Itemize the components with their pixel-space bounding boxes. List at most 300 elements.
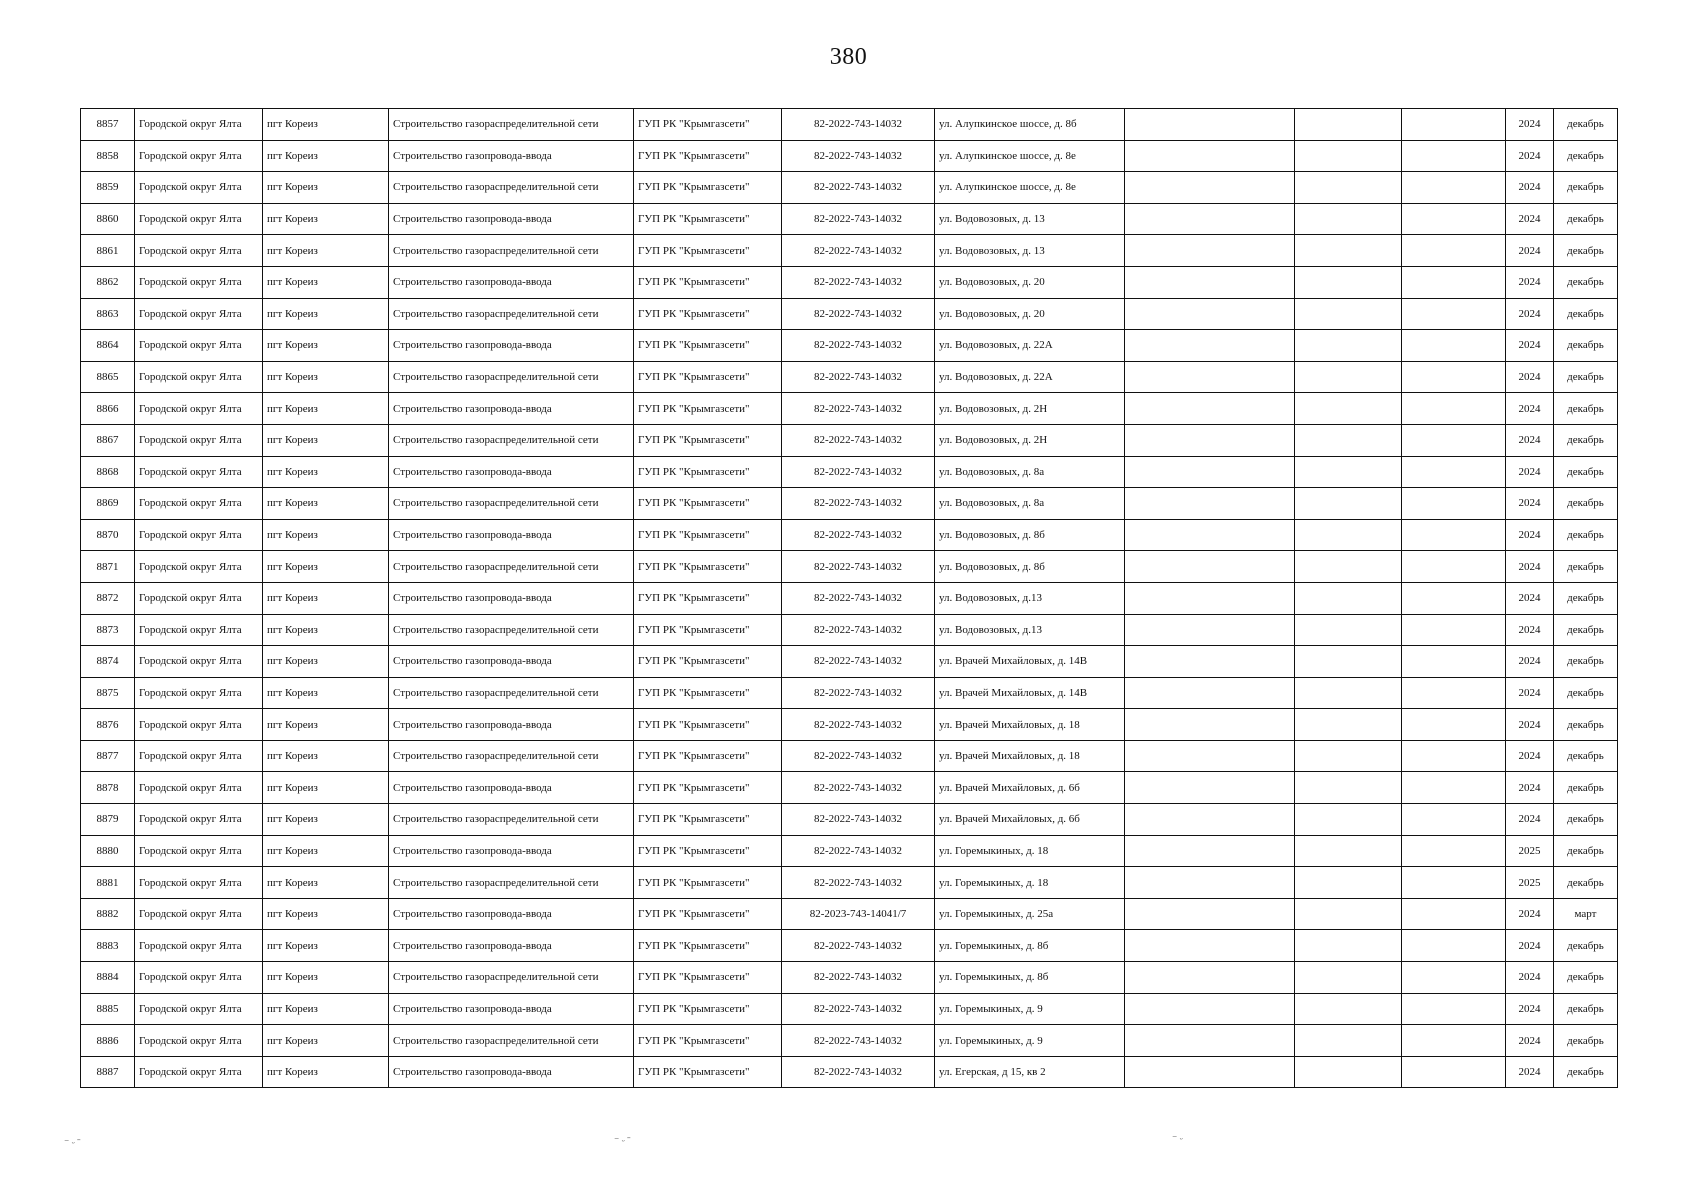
- cell-year: 2024: [1506, 424, 1554, 456]
- cell-settlement: пгт Кореиз: [263, 109, 389, 141]
- cell-registry-number: 82-2022-743-14032: [782, 456, 935, 488]
- cell-address: ул. Врачей Михайловых, д. 14В: [935, 646, 1125, 678]
- cell-municipality: Городской округ Ялта: [135, 235, 263, 267]
- cell-settlement: пгт Кореиз: [263, 1056, 389, 1088]
- cell-year: 2024: [1506, 898, 1554, 930]
- cell-empty: [1402, 677, 1506, 709]
- cell-month: декабрь: [1554, 456, 1618, 488]
- table-row: [81, 614, 1618, 646]
- cell-work-type: Строительство газопровода-ввода: [389, 709, 634, 741]
- table-row: [81, 804, 1618, 836]
- cell-month: декабрь: [1554, 1056, 1618, 1088]
- cell-organization: ГУП РК "Крымгазсети": [634, 109, 782, 141]
- cell-empty: [1295, 203, 1402, 235]
- cell-year: 2025: [1506, 835, 1554, 867]
- table-row: [81, 330, 1618, 362]
- cell-month: декабрь: [1554, 109, 1618, 141]
- cell-registry-number: 82-2022-743-14032: [782, 519, 935, 551]
- cell-empty: [1125, 677, 1295, 709]
- cell-row-number: 8869: [81, 488, 135, 520]
- cell-year: 2024: [1506, 456, 1554, 488]
- cell-empty: [1295, 456, 1402, 488]
- cell-empty: [1125, 172, 1295, 204]
- cell-row-number: 8881: [81, 867, 135, 899]
- cell-registry-number: 82-2022-743-14032: [782, 993, 935, 1025]
- table-row: [81, 646, 1618, 678]
- cell-empty: [1295, 962, 1402, 994]
- cell-empty: [1295, 519, 1402, 551]
- cell-row-number: 8887: [81, 1056, 135, 1088]
- cell-year: 2024: [1506, 298, 1554, 330]
- cell-settlement: пгт Кореиз: [263, 709, 389, 741]
- cell-address: ул. Горемыкиных, д. 9: [935, 1025, 1125, 1057]
- cell-year: 2024: [1506, 582, 1554, 614]
- cell-empty: [1125, 582, 1295, 614]
- cell-year: 2024: [1506, 140, 1554, 172]
- cell-address: ул. Врачей Михайловых, д. 14В: [935, 677, 1125, 709]
- table-row: [81, 235, 1618, 267]
- cell-empty: [1125, 867, 1295, 899]
- cell-year: 2024: [1506, 993, 1554, 1025]
- cell-registry-number: 82-2022-743-14032: [782, 140, 935, 172]
- cell-empty: [1402, 1025, 1506, 1057]
- cell-registry-number: 82-2022-743-14032: [782, 1056, 935, 1088]
- cell-year: 2024: [1506, 677, 1554, 709]
- cell-registry-number: 82-2022-743-14032: [782, 867, 935, 899]
- cell-row-number: 8872: [81, 582, 135, 614]
- cell-address: ул. Алупкинское шоссе, д. 8б: [935, 109, 1125, 141]
- cell-registry-number: 82-2022-743-14032: [782, 298, 935, 330]
- cell-municipality: Городской округ Ялта: [135, 172, 263, 204]
- cell-registry-number: 82-2022-743-14032: [782, 361, 935, 393]
- cell-month: декабрь: [1554, 488, 1618, 520]
- cell-municipality: Городской округ Ялта: [135, 519, 263, 551]
- table-row: [81, 109, 1618, 141]
- cell-empty: [1402, 298, 1506, 330]
- cell-year: 2024: [1506, 203, 1554, 235]
- cell-municipality: Городской округ Ялта: [135, 993, 263, 1025]
- cell-year: 2024: [1506, 172, 1554, 204]
- cell-empty: [1402, 867, 1506, 899]
- cell-address: ул. Горемыкиных, д. 9: [935, 993, 1125, 1025]
- cell-empty: [1402, 993, 1506, 1025]
- cell-empty: [1295, 993, 1402, 1025]
- cell-registry-number: 82-2022-743-14032: [782, 835, 935, 867]
- cell-work-type: Строительство газораспределительной сети: [389, 551, 634, 583]
- cell-address: ул. Егерская, д 15, кв 2: [935, 1056, 1125, 1088]
- cell-municipality: Городской округ Ялта: [135, 614, 263, 646]
- table-row: [81, 930, 1618, 962]
- cell-organization: ГУП РК "Крымгазсети": [634, 172, 782, 204]
- cell-empty: [1402, 361, 1506, 393]
- cell-empty: [1125, 646, 1295, 678]
- cell-empty: [1295, 172, 1402, 204]
- cell-empty: [1125, 962, 1295, 994]
- cell-empty: [1295, 330, 1402, 362]
- cell-work-type: Строительство газораспределительной сети: [389, 488, 634, 520]
- cell-empty: [1295, 235, 1402, 267]
- table-row: [81, 551, 1618, 583]
- cell-empty: [1125, 772, 1295, 804]
- cell-year: 2024: [1506, 1025, 1554, 1057]
- cell-month: декабрь: [1554, 993, 1618, 1025]
- cell-month: декабрь: [1554, 772, 1618, 804]
- cell-registry-number: 82-2022-743-14032: [782, 804, 935, 836]
- cell-empty: [1402, 109, 1506, 141]
- cell-settlement: пгт Кореиз: [263, 424, 389, 456]
- cell-month: декабрь: [1554, 677, 1618, 709]
- cell-year: 2024: [1506, 235, 1554, 267]
- cell-work-type: Строительство газораспределительной сети: [389, 172, 634, 204]
- cell-address: ул. Водовозовых, д. 8б: [935, 551, 1125, 583]
- cell-row-number: 8879: [81, 804, 135, 836]
- cell-organization: ГУП РК "Крымгазсети": [634, 835, 782, 867]
- cell-empty: [1402, 804, 1506, 836]
- cell-organization: ГУП РК "Крымгазсети": [634, 1025, 782, 1057]
- cell-empty: [1295, 361, 1402, 393]
- cell-empty: [1125, 140, 1295, 172]
- cell-work-type: Строительство газораспределительной сети: [389, 614, 634, 646]
- cell-address: ул. Водовозовых, д. 8а: [935, 456, 1125, 488]
- cell-municipality: Городской округ Ялта: [135, 456, 263, 488]
- cell-registry-number: 82-2022-743-14032: [782, 677, 935, 709]
- table-row: [81, 298, 1618, 330]
- cell-empty: [1402, 140, 1506, 172]
- cell-work-type: Строительство газораспределительной сети: [389, 677, 634, 709]
- table-row: [81, 172, 1618, 204]
- table-row: [81, 582, 1618, 614]
- cell-organization: ГУП РК "Крымгазсети": [634, 519, 782, 551]
- cell-address: ул. Водовозовых, д. 13: [935, 235, 1125, 267]
- cell-settlement: пгт Кореиз: [263, 962, 389, 994]
- cell-empty: [1295, 266, 1402, 298]
- cell-row-number: 8874: [81, 646, 135, 678]
- cell-empty: [1125, 109, 1295, 141]
- cell-address: ул. Водовозовых, д. 20: [935, 266, 1125, 298]
- cell-organization: ГУП РК "Крымгазсети": [634, 898, 782, 930]
- cell-settlement: пгт Кореиз: [263, 614, 389, 646]
- cell-empty: [1295, 709, 1402, 741]
- cell-settlement: пгт Кореиз: [263, 1025, 389, 1057]
- cell-empty: [1125, 930, 1295, 962]
- cell-row-number: 8883: [81, 930, 135, 962]
- cell-registry-number: 82-2022-743-14032: [782, 109, 935, 141]
- registry-table: [80, 108, 1618, 1088]
- cell-empty: [1295, 424, 1402, 456]
- cell-work-type: Строительство газопровода-ввода: [389, 898, 634, 930]
- cell-empty: [1125, 898, 1295, 930]
- cell-year: 2024: [1506, 519, 1554, 551]
- cell-work-type: Строительство газопровода-ввода: [389, 519, 634, 551]
- cell-address: ул. Горемыкиных, д. 8б: [935, 930, 1125, 962]
- cell-work-type: Строительство газораспределительной сети: [389, 298, 634, 330]
- cell-empty: [1295, 677, 1402, 709]
- cell-row-number: 8864: [81, 330, 135, 362]
- cell-year: 2024: [1506, 614, 1554, 646]
- cell-registry-number: 82-2022-743-14032: [782, 330, 935, 362]
- cell-empty: [1295, 393, 1402, 425]
- cell-municipality: Городской округ Ялта: [135, 1025, 263, 1057]
- cell-row-number: 8880: [81, 835, 135, 867]
- cell-organization: ГУП РК "Крымгазсети": [634, 330, 782, 362]
- cell-empty: [1402, 1056, 1506, 1088]
- cell-municipality: Городской округ Ялта: [135, 488, 263, 520]
- cell-empty: [1295, 582, 1402, 614]
- table-row: [81, 361, 1618, 393]
- cell-empty: [1402, 235, 1506, 267]
- cell-municipality: Городской округ Ялта: [135, 962, 263, 994]
- cell-empty: [1402, 772, 1506, 804]
- cell-month: декабрь: [1554, 835, 1618, 867]
- cell-organization: ГУП РК "Крымгазсети": [634, 677, 782, 709]
- cell-registry-number: 82-2022-743-14032: [782, 709, 935, 741]
- cell-work-type: Строительство газопровода-ввода: [389, 330, 634, 362]
- cell-organization: ГУП РК "Крымгазсети": [634, 235, 782, 267]
- cell-empty: [1125, 488, 1295, 520]
- cell-row-number: 8870: [81, 519, 135, 551]
- cell-month: декабрь: [1554, 172, 1618, 204]
- cell-address: ул. Горемыкиных, д. 18: [935, 867, 1125, 899]
- cell-settlement: пгт Кореиз: [263, 519, 389, 551]
- cell-settlement: пгт Кореиз: [263, 740, 389, 772]
- cell-empty: [1125, 835, 1295, 867]
- cell-address: ул. Водовозовых, д. 2Н: [935, 393, 1125, 425]
- cell-month: декабрь: [1554, 646, 1618, 678]
- cell-empty: [1125, 456, 1295, 488]
- cell-work-type: Строительство газораспределительной сети: [389, 235, 634, 267]
- cell-empty: [1295, 488, 1402, 520]
- cell-registry-number: 82-2022-743-14032: [782, 930, 935, 962]
- cell-address: ул. Водовозовых, д. 2Н: [935, 424, 1125, 456]
- cell-month: декабрь: [1554, 203, 1618, 235]
- cell-empty: [1402, 551, 1506, 583]
- cell-month: декабрь: [1554, 582, 1618, 614]
- cell-settlement: пгт Кореиз: [263, 266, 389, 298]
- cell-row-number: 8865: [81, 361, 135, 393]
- cell-organization: ГУП РК "Крымгазсети": [634, 709, 782, 741]
- cell-empty: [1402, 930, 1506, 962]
- cell-organization: ГУП РК "Крымгазсети": [634, 266, 782, 298]
- cell-empty: [1125, 709, 1295, 741]
- cell-work-type: Строительство газопровода-ввода: [389, 203, 634, 235]
- cell-registry-number: 82-2023-743-14041/7: [782, 898, 935, 930]
- cell-organization: ГУП РК "Крымгазсети": [634, 488, 782, 520]
- cell-year: 2024: [1506, 551, 1554, 583]
- cell-registry-number: 82-2022-743-14032: [782, 614, 935, 646]
- cell-registry-number: 82-2022-743-14032: [782, 393, 935, 425]
- cell-empty: [1125, 804, 1295, 836]
- cell-empty: [1125, 993, 1295, 1025]
- cell-month: декабрь: [1554, 1025, 1618, 1057]
- cell-address: ул. Водовозовых, д.13: [935, 614, 1125, 646]
- cell-row-number: 8876: [81, 709, 135, 741]
- cell-registry-number: 82-2022-743-14032: [782, 424, 935, 456]
- cell-municipality: Городской округ Ялта: [135, 646, 263, 678]
- cell-registry-number: 82-2022-743-14032: [782, 646, 935, 678]
- cell-empty: [1295, 1056, 1402, 1088]
- registry-body: [81, 109, 1618, 1088]
- cell-municipality: Городской округ Ялта: [135, 361, 263, 393]
- cell-empty: [1402, 646, 1506, 678]
- cell-settlement: пгт Кореиз: [263, 930, 389, 962]
- cell-settlement: пгт Кореиз: [263, 298, 389, 330]
- table-row: [81, 740, 1618, 772]
- cell-registry-number: 82-2022-743-14032: [782, 235, 935, 267]
- cell-address: ул. Водовозовых, д. 22А: [935, 361, 1125, 393]
- cell-registry-number: 82-2022-743-14032: [782, 582, 935, 614]
- cell-organization: ГУП РК "Крымгазсети": [634, 1056, 782, 1088]
- cell-organization: ГУП РК "Крымгазсети": [634, 930, 782, 962]
- cell-year: 2024: [1506, 488, 1554, 520]
- cell-organization: ГУП РК "Крымгазсети": [634, 393, 782, 425]
- cell-work-type: Строительство газопровода-ввода: [389, 140, 634, 172]
- cell-work-type: Строительство газопровода-ввода: [389, 266, 634, 298]
- cell-row-number: 8866: [81, 393, 135, 425]
- table-row: [81, 772, 1618, 804]
- cell-organization: ГУП РК "Крымгазсети": [634, 298, 782, 330]
- cell-row-number: 8878: [81, 772, 135, 804]
- cell-empty: [1295, 551, 1402, 583]
- cell-empty: [1295, 772, 1402, 804]
- cell-work-type: Строительство газопровода-ввода: [389, 456, 634, 488]
- scan-artifact: ⁻ ᵕ ˉ: [64, 1138, 81, 1149]
- cell-municipality: Городской округ Ялта: [135, 740, 263, 772]
- cell-empty: [1295, 804, 1402, 836]
- cell-empty: [1295, 140, 1402, 172]
- table-row: [81, 677, 1618, 709]
- table-row: [81, 424, 1618, 456]
- cell-month: декабрь: [1554, 614, 1618, 646]
- cell-work-type: Строительство газораспределительной сети: [389, 109, 634, 141]
- cell-registry-number: 82-2022-743-14032: [782, 772, 935, 804]
- table-row: [81, 456, 1618, 488]
- cell-empty: [1125, 235, 1295, 267]
- cell-organization: ГУП РК "Крымгазсети": [634, 646, 782, 678]
- cell-work-type: Строительство газопровода-ввода: [389, 1056, 634, 1088]
- cell-registry-number: 82-2022-743-14032: [782, 203, 935, 235]
- cell-work-type: Строительство газопровода-ввода: [389, 930, 634, 962]
- cell-settlement: пгт Кореиз: [263, 140, 389, 172]
- cell-year: 2024: [1506, 646, 1554, 678]
- cell-empty: [1125, 1056, 1295, 1088]
- table-row: [81, 867, 1618, 899]
- cell-empty: [1402, 172, 1506, 204]
- cell-empty: [1402, 456, 1506, 488]
- cell-settlement: пгт Кореиз: [263, 677, 389, 709]
- cell-work-type: Строительство газопровода-ввода: [389, 772, 634, 804]
- cell-empty: [1402, 266, 1506, 298]
- cell-year: 2024: [1506, 930, 1554, 962]
- cell-registry-number: 82-2022-743-14032: [782, 266, 935, 298]
- cell-organization: ГУП РК "Крымгазсети": [634, 140, 782, 172]
- cell-month: декабрь: [1554, 551, 1618, 583]
- page-number: 380: [829, 44, 868, 70]
- cell-empty: [1295, 930, 1402, 962]
- cell-organization: ГУП РК "Крымгазсети": [634, 614, 782, 646]
- cell-address: ул. Алупкинское шоссе, д. 8е: [935, 172, 1125, 204]
- table-row: [81, 266, 1618, 298]
- cell-address: ул. Водовозовых, д. 13: [935, 203, 1125, 235]
- cell-address: ул. Горемыкиных, д. 25а: [935, 898, 1125, 930]
- cell-settlement: пгт Кореиз: [263, 488, 389, 520]
- cell-settlement: пгт Кореиз: [263, 456, 389, 488]
- cell-work-type: Строительство газопровода-ввода: [389, 646, 634, 678]
- cell-municipality: Городской округ Ялта: [135, 298, 263, 330]
- cell-address: ул. Водовозовых, д. 8а: [935, 488, 1125, 520]
- cell-year: 2024: [1506, 266, 1554, 298]
- cell-row-number: 8860: [81, 203, 135, 235]
- cell-address: ул. Врачей Михайловых, д. 18: [935, 709, 1125, 741]
- table-row: [81, 393, 1618, 425]
- cell-row-number: 8875: [81, 677, 135, 709]
- cell-month: декабрь: [1554, 709, 1618, 741]
- cell-work-type: Строительство газораспределительной сети: [389, 1025, 634, 1057]
- cell-row-number: 8858: [81, 140, 135, 172]
- cell-year: 2024: [1506, 361, 1554, 393]
- cell-organization: ГУП РК "Крымгазсети": [634, 424, 782, 456]
- cell-work-type: Строительство газораспределительной сети: [389, 962, 634, 994]
- cell-month: декабрь: [1554, 140, 1618, 172]
- table-row: [81, 203, 1618, 235]
- cell-settlement: пгт Кореиз: [263, 172, 389, 204]
- cell-settlement: пгт Кореиз: [263, 646, 389, 678]
- cell-month: декабрь: [1554, 519, 1618, 551]
- cell-month: декабрь: [1554, 930, 1618, 962]
- cell-settlement: пгт Кореиз: [263, 804, 389, 836]
- cell-row-number: 8857: [81, 109, 135, 141]
- cell-municipality: Городской округ Ялта: [135, 1056, 263, 1088]
- cell-address: ул. Горемыкиных, д. 8б: [935, 962, 1125, 994]
- cell-empty: [1402, 582, 1506, 614]
- cell-work-type: Строительство газопровода-ввода: [389, 582, 634, 614]
- cell-municipality: Городской округ Ялта: [135, 835, 263, 867]
- cell-municipality: Городской округ Ялта: [135, 804, 263, 836]
- table-row: [81, 993, 1618, 1025]
- scan-artifact: ⁻ ᵕ: [1172, 1134, 1183, 1145]
- cell-empty: [1125, 614, 1295, 646]
- table-row: [81, 140, 1618, 172]
- cell-work-type: Строительство газораспределительной сети: [389, 804, 634, 836]
- cell-municipality: Городской округ Ялта: [135, 140, 263, 172]
- cell-year: 2024: [1506, 109, 1554, 141]
- cell-row-number: 8859: [81, 172, 135, 204]
- cell-empty: [1402, 203, 1506, 235]
- cell-municipality: Городской округ Ялта: [135, 677, 263, 709]
- cell-settlement: пгт Кореиз: [263, 993, 389, 1025]
- cell-address: ул. Водовозовых, д. 20: [935, 298, 1125, 330]
- cell-empty: [1125, 1025, 1295, 1057]
- cell-empty: [1125, 330, 1295, 362]
- cell-work-type: Строительство газопровода-ввода: [389, 835, 634, 867]
- cell-municipality: Городской округ Ялта: [135, 772, 263, 804]
- cell-month: декабрь: [1554, 424, 1618, 456]
- cell-month: декабрь: [1554, 962, 1618, 994]
- cell-row-number: 8861: [81, 235, 135, 267]
- cell-work-type: Строительство газопровода-ввода: [389, 993, 634, 1025]
- cell-row-number: 8886: [81, 1025, 135, 1057]
- cell-row-number: 8884: [81, 962, 135, 994]
- cell-municipality: Городской округ Ялта: [135, 109, 263, 141]
- cell-empty: [1295, 109, 1402, 141]
- cell-month: декабрь: [1554, 298, 1618, 330]
- cell-empty: [1402, 835, 1506, 867]
- cell-municipality: Городской округ Ялта: [135, 330, 263, 362]
- cell-empty: [1125, 424, 1295, 456]
- cell-month: декабрь: [1554, 330, 1618, 362]
- cell-settlement: пгт Кореиз: [263, 582, 389, 614]
- cell-municipality: Городской округ Ялта: [135, 582, 263, 614]
- cell-month: декабрь: [1554, 361, 1618, 393]
